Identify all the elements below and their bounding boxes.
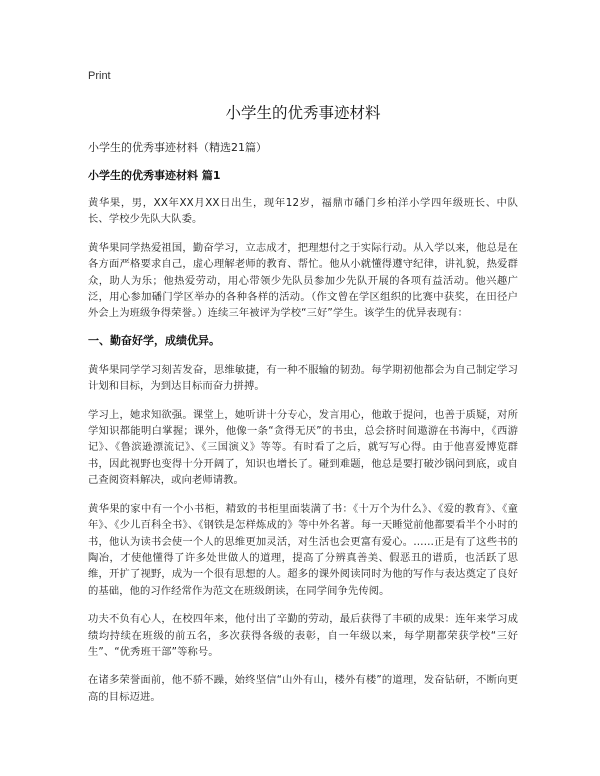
document-subtitle: 小学生的优秀事迹材料（精选21篇） bbox=[88, 141, 267, 154]
paragraph-study-3: 黄华果的家中有一个小书柜，精致的书柜里面装满了书：《十万个为什么》、《爱的教育》、《童年》、《少儿百科全书》、《钢铁是怎样炼成的》等中外名著。每一天睡觉前他都要看半个小时的书，他认为读书会使一个人的思维更加灵活，对生活也会更富有爱心。……正是有了这些书的陶冶，才使他懂得了许多处世做人的道理，提高了分辨真善美、假恶丑的谱质，也活跃了思维，开扩了视野，成为一个很有思想的人。超多的课外阅读同时为他的写作与表达奠定了良好的基础，他的习作经常作为范文在班级朗读，在同学间争先传阅。 bbox=[88, 502, 518, 597]
document-page bbox=[88, 70, 518, 717]
page-title: 小学生的优秀事迹材料 bbox=[225, 104, 381, 122]
paragraph-overview: 黄华果同学热爱祖国，勤奋学习，立志成才，把理想付之于实际行动。从入学以来，他总是在各方面严格要求自己，虚心理解老师的教育、帮忙。他从小就懂得遵守纪律，讲礼貌，热爱群众，助人为乐；他热爱劳动，用心带领少先队员参加少先队开展的各项有益活动。他兴趣广泛，用心参加磻门学区举办的各种各样的活动。（作文曾在学区组织的比赛中获奖，在田径户外会上为班级争得荣誉。）连续三年被评为学校“三好”学生。该学生的优异表现有： bbox=[88, 241, 518, 320]
print-label[interactable]: Print bbox=[88, 70, 111, 82]
paragraph-study-5: 在诸多荣誉面前，他不骄不躁，始终坚信“山外有山，楼外有楼”的道理，发奋钻研，不断向更高的目标迈进。 bbox=[88, 674, 518, 703]
paragraph-study-2: 学习上，她求知欲强。课堂上，她听讲十分专心，发言用心，他敢于提问，也善于质疑，对所学知识都能明白掌握；课外，他像一条“贪得无厌”的书虫，总会挤时间遨游在书海中，《西游记》、《鲁滨逊漂流记》、《三国演义》等等。有时看了之后，就写写心得。由于他喜爱博览群书，因此视野也变得十分开阔了，知识也增长了。碰到难题，他总是要打破沙锅问到底，或自己查阅资料解决，或向老师请教。 bbox=[88, 408, 518, 487]
paragraph-study-4: 功夫不负有心人，在校四年来，他付出了辛勤的劳动，最后获得了丰硕的成果：连年来学习成绩均持续在班级的前五名，多次获得各级的表彰，自一年级以来，每学期都荣获学校“三好生”、“优秀班干部”等称号。 bbox=[88, 613, 518, 658]
paragraph-study-1: 黄华果同学学习刻苦发奋，思维敏捷，有一种不服输的韧劲。每学期初他都会为自己制定学习计划和目标，为到达目标而奋力拼搏。 bbox=[88, 363, 518, 393]
paragraph-intro: 黄华果，男，XX年XX月XX日出生，现年12岁，福鼎市磻门乡柏洋小学四年级班长、中队长、学校少先队大队委。 bbox=[88, 197, 518, 226]
heading-study: 一、勤奋好学，成绩优异。 bbox=[88, 333, 220, 347]
section-title: 小学生的优秀事迹材料 篇1 bbox=[88, 169, 221, 182]
